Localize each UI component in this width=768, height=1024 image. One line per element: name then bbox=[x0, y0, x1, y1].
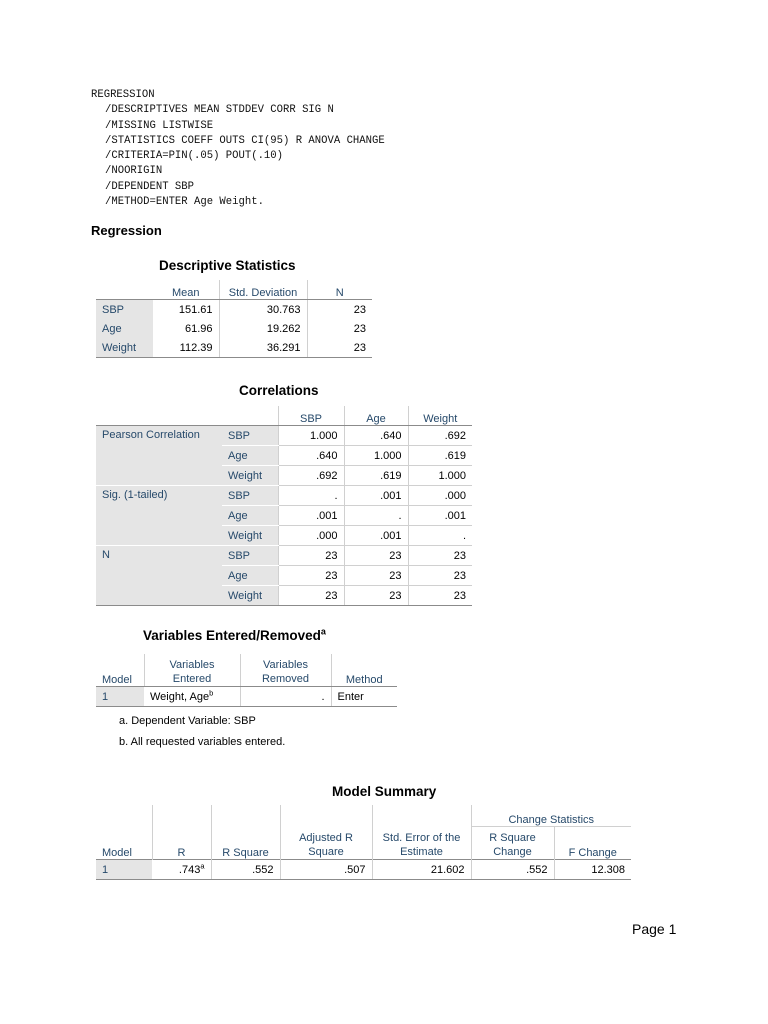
cell: .001 bbox=[278, 506, 344, 526]
cell: 30.763 bbox=[219, 300, 307, 320]
cell: .552 bbox=[471, 860, 554, 880]
column-header: Std. Deviation bbox=[219, 280, 307, 300]
header-line: Adjusted R bbox=[299, 832, 353, 844]
cell: 12.308 bbox=[554, 860, 631, 880]
row-label: Age bbox=[222, 506, 278, 526]
row-label: Weight bbox=[96, 338, 153, 358]
header-line: Variables bbox=[262, 659, 309, 671]
syntax-line: REGRESSION bbox=[91, 89, 155, 101]
table-row bbox=[96, 319, 372, 338]
cell: 36.291 bbox=[219, 338, 307, 358]
cell: 23 bbox=[408, 586, 472, 606]
column-header bbox=[144, 654, 240, 687]
row-group-label: N bbox=[96, 546, 222, 606]
table-header-row bbox=[96, 280, 372, 300]
syntax-line: /METHOD=ENTER Age Weight. bbox=[105, 196, 264, 209]
correlations-body bbox=[96, 426, 472, 606]
cell: 23 bbox=[408, 566, 472, 586]
table-row bbox=[96, 687, 397, 707]
cell: .001 bbox=[408, 506, 472, 526]
column-header bbox=[240, 654, 331, 687]
cell: .692 bbox=[408, 426, 472, 446]
table-row bbox=[96, 338, 372, 358]
variables-entered-title bbox=[143, 628, 326, 643]
header-line: Removed bbox=[261, 673, 310, 685]
row-label: SBP bbox=[222, 546, 278, 566]
column-header bbox=[372, 805, 471, 860]
model-summary-table bbox=[96, 805, 631, 880]
cell: 23 bbox=[278, 566, 344, 586]
column-header: R bbox=[152, 805, 211, 860]
syntax-line: /STATISTICS COEFF OUTS CI(95) R ANOVA CHANGE bbox=[105, 134, 385, 147]
cell: 61.96 bbox=[184, 322, 213, 335]
syntax-line: /DESCRIPTIVES MEAN STDDEV CORR SIG N bbox=[105, 104, 334, 117]
column-header: Model bbox=[102, 847, 132, 859]
page-number: Page 1 bbox=[632, 921, 677, 937]
cell: 23 bbox=[344, 566, 408, 586]
section-heading: Regression bbox=[91, 223, 162, 238]
row-group-label: Pearson Correlation bbox=[96, 426, 222, 486]
cell: .619 bbox=[344, 466, 408, 486]
cell: .640 bbox=[344, 426, 408, 446]
descriptive-stats-table bbox=[96, 280, 372, 358]
footnote: b. All requested variables entered. bbox=[119, 736, 286, 748]
cell: 112.39 bbox=[153, 338, 219, 358]
cell: 23 bbox=[278, 586, 344, 606]
header-line: Estimate bbox=[400, 846, 443, 858]
column-header bbox=[280, 805, 372, 860]
cell: .692 bbox=[278, 466, 344, 486]
row-label: Age bbox=[96, 319, 153, 338]
cell-text: .743 bbox=[178, 863, 201, 876]
column-header: Mean bbox=[153, 280, 219, 300]
cell: 23 bbox=[408, 546, 472, 566]
column-header bbox=[471, 827, 554, 860]
model-summary-title: Model Summary bbox=[332, 784, 437, 799]
column-header: F Change bbox=[554, 827, 631, 860]
syntax-line: /DEPENDENT SBP bbox=[105, 180, 195, 193]
footnote: a. Dependent Variable: SBP bbox=[119, 715, 256, 727]
footnote-marker: a bbox=[200, 860, 205, 870]
footnote-marker: a bbox=[320, 626, 326, 637]
column-header: SBP bbox=[278, 406, 344, 426]
column-header: Method bbox=[331, 654, 397, 687]
syntax-line: /NOORIGIN bbox=[105, 165, 163, 178]
cell: 1.000 bbox=[278, 426, 344, 446]
cell: 151.61 bbox=[178, 303, 213, 316]
cell: 23 bbox=[278, 546, 344, 566]
footnote-marker: b bbox=[209, 687, 214, 697]
variables-entered-table bbox=[96, 654, 397, 707]
cell: . bbox=[240, 687, 331, 707]
cell: 23 bbox=[307, 300, 372, 320]
cell: . bbox=[344, 506, 408, 526]
syntax-block bbox=[91, 88, 385, 210]
row-label: SBP bbox=[222, 426, 278, 446]
cell: . bbox=[408, 526, 472, 546]
cell: .001 bbox=[344, 526, 408, 546]
cell: 23 bbox=[344, 586, 408, 606]
cell bbox=[152, 860, 211, 880]
cell: .000 bbox=[278, 526, 344, 546]
cell: .001 bbox=[344, 486, 408, 506]
row-label: Weight bbox=[222, 526, 278, 546]
header-line: Square bbox=[308, 846, 344, 858]
header-line: R Square bbox=[489, 832, 536, 844]
table-row bbox=[96, 300, 372, 320]
title-text: Variables Entered/Removed bbox=[143, 628, 321, 643]
header-line: Entered bbox=[172, 673, 212, 685]
row-label: 1 bbox=[96, 860, 152, 880]
cell: . bbox=[278, 486, 344, 506]
header-line: Std. Error of the bbox=[382, 832, 461, 844]
cell: .507 bbox=[280, 860, 372, 880]
correlations-title: Correlations bbox=[239, 383, 319, 398]
cell: .000 bbox=[408, 486, 472, 506]
descriptive-stats-title: Descriptive Statistics bbox=[159, 258, 296, 273]
cell: .619 bbox=[408, 446, 472, 466]
cell: 23 bbox=[344, 546, 408, 566]
column-header: R Square bbox=[211, 805, 280, 860]
syntax-line: /CRITERIA=PIN(.05) POUT(.10) bbox=[105, 150, 284, 163]
table-header-row bbox=[96, 654, 397, 687]
cell: .552 bbox=[211, 860, 280, 880]
header-line: Variables bbox=[169, 659, 215, 671]
row-group-label: Sig. (1-tailed) bbox=[96, 486, 222, 546]
row-label: Weight bbox=[222, 586, 278, 606]
cell: 1.000 bbox=[408, 466, 472, 486]
row-label: SBP bbox=[96, 300, 153, 320]
table-header-row bbox=[96, 406, 472, 426]
table-row bbox=[96, 860, 631, 880]
column-header: N bbox=[307, 280, 372, 300]
column-header: Age bbox=[344, 406, 408, 426]
table-header-row bbox=[96, 805, 631, 827]
cell-text: Weight, Age bbox=[150, 690, 210, 703]
cell: .640 bbox=[278, 446, 344, 466]
cell: 23 bbox=[307, 319, 372, 338]
column-header: Weight bbox=[408, 406, 472, 426]
row-label: 1 bbox=[96, 687, 144, 707]
cell bbox=[144, 687, 240, 707]
cell: 23 bbox=[307, 338, 372, 358]
cell: 19.262 bbox=[219, 319, 307, 338]
change-statistics-header: Change Statistics bbox=[471, 805, 631, 827]
row-label: Age bbox=[222, 566, 278, 586]
header-line: Change bbox=[493, 846, 532, 858]
row-label: Weight bbox=[222, 466, 278, 486]
syntax-line: /MISSING LISTWISE bbox=[105, 119, 214, 132]
row-label: Age bbox=[222, 446, 278, 466]
cell: 1.000 bbox=[344, 446, 408, 466]
correlations-table bbox=[96, 406, 472, 606]
cell: Enter bbox=[331, 687, 397, 707]
cell: 21.602 bbox=[372, 860, 471, 880]
table-row bbox=[96, 426, 472, 446]
row-label: SBP bbox=[222, 486, 278, 506]
column-header: Model bbox=[96, 654, 144, 687]
table-row bbox=[96, 486, 472, 506]
table-row bbox=[96, 546, 472, 566]
